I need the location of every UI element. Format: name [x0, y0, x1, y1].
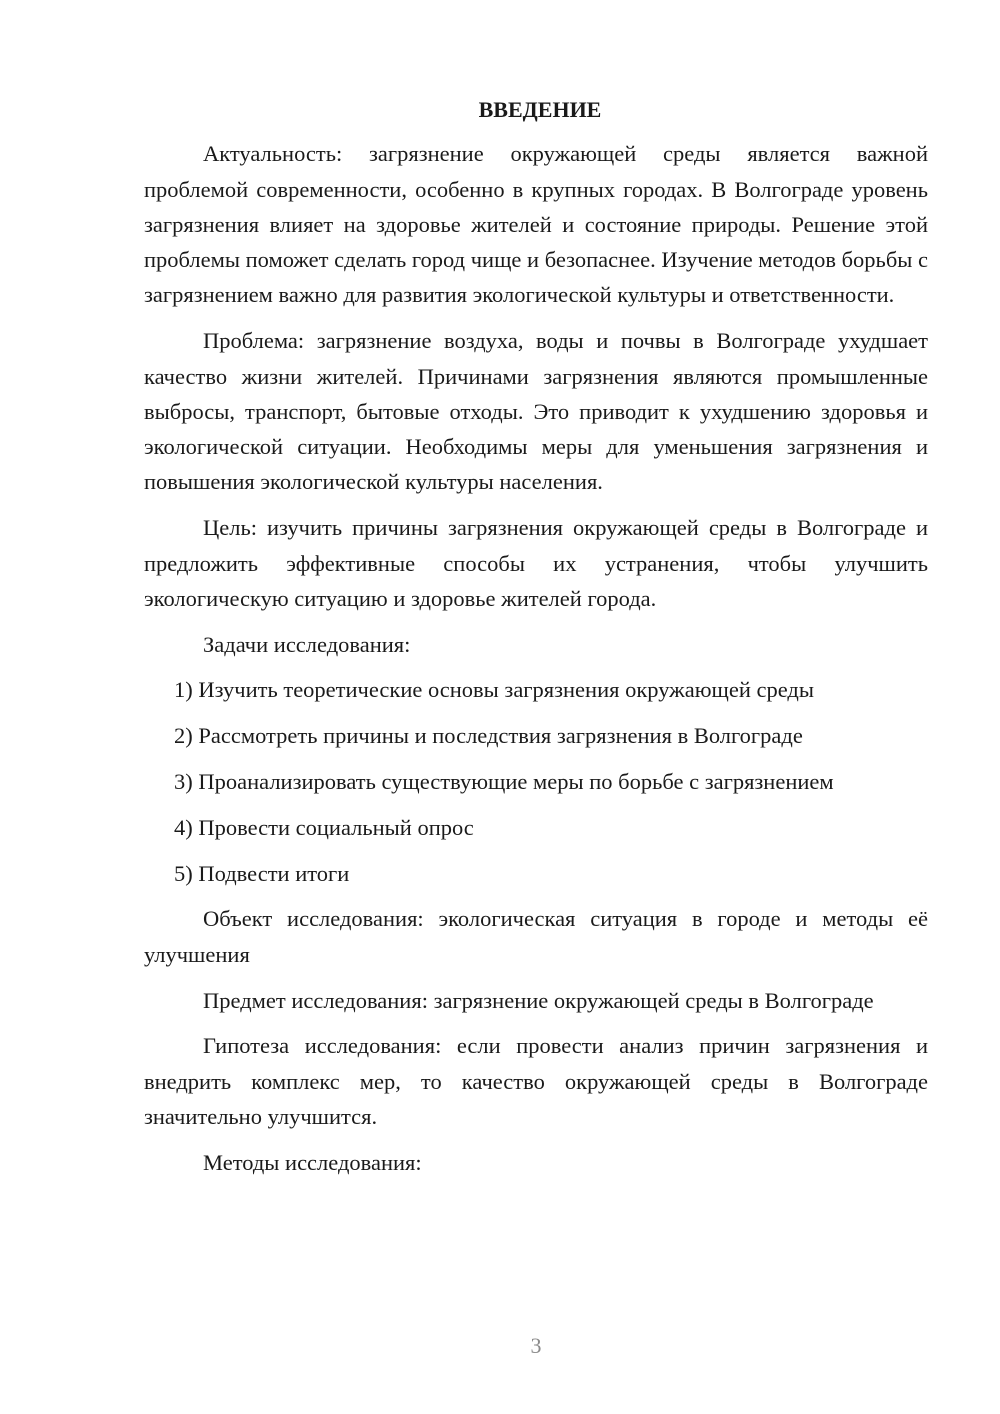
- list-item: 5) Подвести итоги: [174, 860, 350, 886]
- document-page: [144, 92, 928, 1191]
- task-list: [144, 672, 928, 890]
- paragraph-object: Объект исследования: экологическая ситуация в городе и методы её улучшения: [144, 906, 928, 967]
- list-item: 4) Провести социальный опрос: [174, 814, 474, 840]
- paragraph-goal: Цель: изучить причины загрязнения окружающей среды в Волгограде и предложить эффективные способы их устранения, чтобы улучшить экологическую ситуацию и здоровье жителей города.: [144, 515, 928, 611]
- list-item: 2) Рассмотреть причины и последствия загрязнения в Волгограде: [174, 723, 803, 749]
- page-title: ВВЕДЕНИЕ: [478, 97, 602, 122]
- list-item: 3) Проанализировать существующие меры по борьбе с загрязнением: [174, 769, 834, 795]
- list-item: 1) Изучить теоретические основы загрязнения окружающей среды: [174, 677, 814, 703]
- page-number: 3: [530, 1333, 542, 1358]
- methods-title: Методы исследования:: [203, 1149, 422, 1175]
- paragraph-hypothesis: Гипотеза исследования: если провести анализ причин загрязнения и внедрить комплекс мер, то качество окружающей среды в Волгограде значительно улучшится.: [144, 1033, 928, 1129]
- paragraph-problem: Проблема: загрязнение воздуха, воды и почвы в Волгограде ухудшает качество жизни жителей. Причинами загрязнения являются промышленные выбросы, транспорт, бытовые отходы. Это приводит к ухудшению здоровья и экологической ситуации. Необходимы меры для уменьшения загрязнения и повышения экологической культуры населения.: [144, 328, 928, 495]
- tasks-title: Задачи исследования:: [203, 631, 411, 657]
- paragraph-subject: Предмет исследования: загрязнение окружающей среды в Волгограде: [203, 987, 874, 1013]
- paragraph-relevance: Актуальность: загрязнение окружающей среды является важной проблемой современности, особенно в крупных городах. В Волгограде уровень загрязнения влияет на здоровье жителей и состояние природы. Решение этой проблемы поможет сделать город чище и безопаснее. Изучение методов борьбы с загрязнением важно для развития экологической культуры и ответственности.: [144, 141, 928, 308]
